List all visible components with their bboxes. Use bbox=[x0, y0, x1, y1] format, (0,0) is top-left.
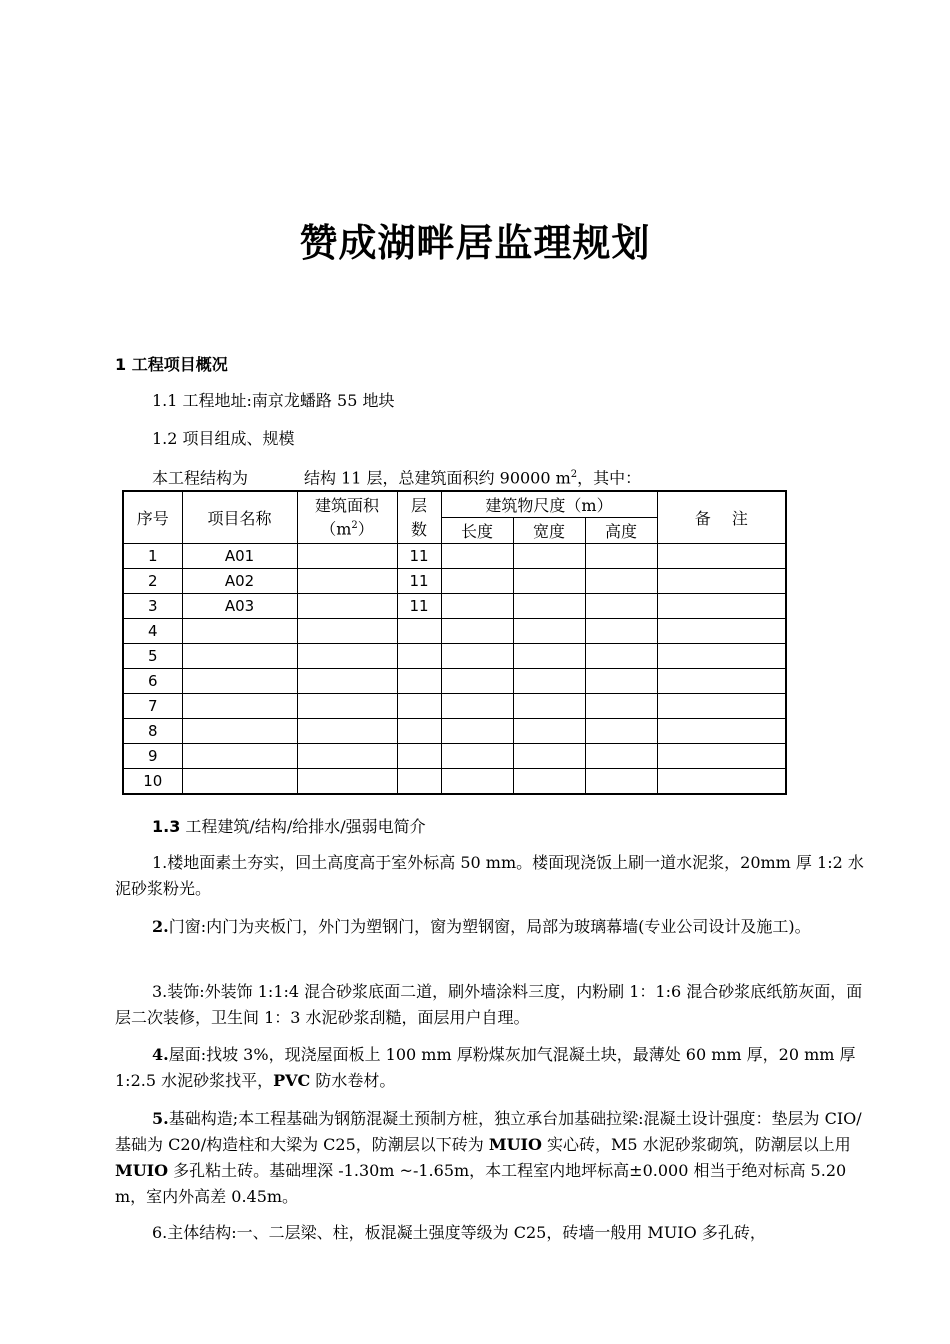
cell-length bbox=[441, 619, 513, 644]
item-5-text-b: 实心砖，M5 水泥砂浆砌筑，防潮层以上用 bbox=[541, 1135, 851, 1154]
item-5-muio-2: MUIO bbox=[115, 1161, 169, 1180]
header-area bbox=[297, 491, 397, 544]
table-row bbox=[123, 544, 786, 569]
cell-height bbox=[585, 669, 657, 694]
item-4-text-a: 屋面:找坡 3%，现浇屋面板上 100 mm 厚粉煤灰加气混凝土块，最薄处 60 mm 厚，20 mm 厚 1:2.5 水泥砂浆找平， bbox=[115, 1045, 856, 1090]
header-floors bbox=[397, 491, 441, 544]
item-2-number: 2. bbox=[152, 917, 169, 936]
cell-remark bbox=[657, 669, 786, 694]
cell-height bbox=[585, 719, 657, 744]
cell-floors bbox=[397, 644, 441, 669]
cell-seq: 1 bbox=[123, 544, 182, 569]
cell-length bbox=[441, 594, 513, 619]
header-area-sup: 2 bbox=[351, 519, 358, 531]
cell-length bbox=[441, 694, 513, 719]
table-row bbox=[123, 719, 786, 744]
item-1: 1.楼地面素土夯实，回土高度高于室外标高 50 mm。楼面现浇饭上刷一道水泥浆，20mm 厚 1:2 水泥砂浆粉光。 bbox=[115, 853, 864, 898]
cell-name: A03 bbox=[182, 594, 297, 619]
cell-seq: 8 bbox=[123, 719, 182, 744]
intro-part-c: ，其中： bbox=[577, 468, 642, 488]
cell-height bbox=[585, 594, 657, 619]
item-2-text: 门窗:内门为夹板门，外门为塑钢门，窗为塑钢窗，局部为玻璃幕墙(专业公司设计及施工)。 bbox=[168, 917, 811, 936]
cell-length bbox=[441, 744, 513, 769]
cell-width bbox=[513, 744, 585, 769]
cell-width bbox=[513, 594, 585, 619]
cell-area bbox=[297, 719, 397, 744]
cell-name bbox=[182, 769, 297, 795]
table-row bbox=[123, 694, 786, 719]
header-floors-line1: 层 bbox=[410, 495, 427, 515]
section-heading-1: 1 工程项目概况 bbox=[115, 355, 228, 374]
cell-height bbox=[585, 644, 657, 669]
cell-area bbox=[297, 769, 397, 795]
cell-seq: 4 bbox=[123, 619, 182, 644]
cell-length bbox=[441, 544, 513, 569]
table-row bbox=[123, 644, 786, 669]
cell-name bbox=[182, 669, 297, 694]
header-area-unit-c: ） bbox=[357, 519, 374, 539]
cell-length bbox=[441, 644, 513, 669]
cell-seq: 6 bbox=[123, 669, 182, 694]
cell-width bbox=[513, 619, 585, 644]
cell-width bbox=[513, 644, 585, 669]
cell-height bbox=[585, 569, 657, 594]
cell-seq: 5 bbox=[123, 644, 182, 669]
cell-name: A02 bbox=[182, 569, 297, 594]
cell-remark bbox=[657, 544, 786, 569]
document-title: 赞成湖畔居监理规划 bbox=[299, 220, 651, 265]
table-row bbox=[123, 619, 786, 644]
cell-floors bbox=[397, 719, 441, 744]
section-1-3-title: 工程建筑/结构/给排水/强弱电简介 bbox=[180, 817, 426, 836]
cell-remark bbox=[657, 619, 786, 644]
paragraph-1-1: 1.1 工程地址:南京龙蟠路 55 地块 bbox=[152, 391, 395, 410]
cell-floors bbox=[397, 744, 441, 769]
item-2 bbox=[115, 914, 865, 940]
paragraph-1-2: 1.2 项目组成、规模 bbox=[152, 429, 295, 448]
table-row bbox=[123, 569, 786, 594]
cell-length bbox=[441, 769, 513, 795]
table-row bbox=[123, 769, 786, 795]
header-dimensions: 建筑物尺度（m） bbox=[441, 491, 657, 518]
header-name: 项目名称 bbox=[182, 491, 297, 544]
cell-area bbox=[297, 544, 397, 569]
cell-width bbox=[513, 569, 585, 594]
cell-floors bbox=[397, 619, 441, 644]
cell-floors: 11 bbox=[397, 594, 441, 619]
cell-remark bbox=[657, 594, 786, 619]
cell-width bbox=[513, 544, 585, 569]
header-width: 宽度 bbox=[513, 518, 585, 544]
cell-height bbox=[585, 769, 657, 795]
header-length: 长度 bbox=[441, 518, 513, 544]
paragraph-intro bbox=[152, 462, 641, 491]
cell-name bbox=[182, 744, 297, 769]
item-4 bbox=[115, 1042, 865, 1094]
cell-floors: 11 bbox=[397, 569, 441, 594]
item-5-muio-1: MUIO bbox=[488, 1135, 542, 1154]
cell-remark bbox=[657, 769, 786, 795]
item-6: 6.主体结构:一、二层梁、柱，板混凝土强度等级为 C25，砖墙一般用 MUIO 多孔砖， bbox=[152, 1223, 766, 1242]
header-area-line1: 建筑面积 bbox=[314, 495, 379, 515]
cell-height bbox=[585, 544, 657, 569]
cell-name bbox=[182, 619, 297, 644]
item-4-number: 4. bbox=[152, 1045, 169, 1064]
header-height: 高度 bbox=[585, 518, 657, 544]
cell-name bbox=[182, 719, 297, 744]
cell-width bbox=[513, 769, 585, 795]
cell-area bbox=[297, 744, 397, 769]
table-row bbox=[123, 744, 786, 769]
cell-width bbox=[513, 719, 585, 744]
cell-area bbox=[297, 694, 397, 719]
cell-length bbox=[441, 669, 513, 694]
cell-remark bbox=[657, 719, 786, 744]
cell-floors bbox=[397, 694, 441, 719]
intro-part-a: 本工程结构为 bbox=[152, 468, 249, 488]
cell-remark bbox=[657, 644, 786, 669]
cell-seq: 10 bbox=[123, 769, 182, 795]
cell-height bbox=[585, 694, 657, 719]
section-1-3-heading bbox=[152, 814, 426, 840]
table-body bbox=[123, 544, 786, 795]
item-3: 3.装饰:外装饰 1:1:4 混合砂浆底面二道，刷外墙涂料三度，内粉刷 1：1:6 混合砂浆底纸筋灰面，面层二次装修，卫生间 1：3 水泥砂浆刮糙，面层用户自理。 bbox=[115, 982, 863, 1027]
table-row bbox=[123, 669, 786, 694]
cell-area bbox=[297, 594, 397, 619]
cell-length bbox=[441, 719, 513, 744]
intro-superscript: 2 bbox=[570, 469, 578, 480]
cell-seq: 9 bbox=[123, 744, 182, 769]
cell-width bbox=[513, 694, 585, 719]
cell-area bbox=[297, 569, 397, 594]
cell-seq: 3 bbox=[123, 594, 182, 619]
cell-name bbox=[182, 644, 297, 669]
cell-remark bbox=[657, 569, 786, 594]
cell-length bbox=[441, 569, 513, 594]
cell-height bbox=[585, 744, 657, 769]
cell-height bbox=[585, 619, 657, 644]
cell-area bbox=[297, 619, 397, 644]
cell-seq: 7 bbox=[123, 694, 182, 719]
cell-floors bbox=[397, 769, 441, 795]
item-5-number: 5. bbox=[152, 1109, 169, 1128]
header-floors-line2: 数 bbox=[410, 519, 427, 539]
item-4-pvc: PVC bbox=[273, 1071, 311, 1090]
header-area-unit-a: （m bbox=[320, 519, 352, 539]
cell-floors bbox=[397, 669, 441, 694]
table-row bbox=[123, 594, 786, 619]
cell-width bbox=[513, 669, 585, 694]
item-4-text-b: 防水卷材。 bbox=[310, 1071, 396, 1090]
section-1-3-number: 1.3 bbox=[152, 817, 181, 836]
cell-remark bbox=[657, 694, 786, 719]
building-table bbox=[122, 490, 787, 795]
intro-part-b: 结构 11 层，总建筑面积约 90000 m bbox=[304, 468, 571, 488]
cell-name: A01 bbox=[182, 544, 297, 569]
item-5 bbox=[115, 1106, 865, 1210]
cell-floors: 11 bbox=[397, 544, 441, 569]
cell-area bbox=[297, 669, 397, 694]
item-5-text-a: 基础构造;本工程基础为钢筋混凝土预制方桩，独立承台加基础拉梁:混凝土设计强度：垫层为 CIO/基础为 C20/构造柱和大梁为 C25，防潮层以下砖为 bbox=[115, 1109, 862, 1154]
cell-seq: 2 bbox=[123, 569, 182, 594]
item-5-text-c: 多孔粘土砖。基础埋深 -1.30m ~-1.65m，本工程室内地坪标高±0.000 相当于绝对标高 5.20 m，室内外高差 0.45m。 bbox=[115, 1161, 847, 1206]
header-seq: 序号 bbox=[123, 491, 182, 544]
cell-name bbox=[182, 694, 297, 719]
cell-remark bbox=[657, 744, 786, 769]
header-remark: 备 注 bbox=[657, 491, 786, 544]
cell-area bbox=[297, 644, 397, 669]
